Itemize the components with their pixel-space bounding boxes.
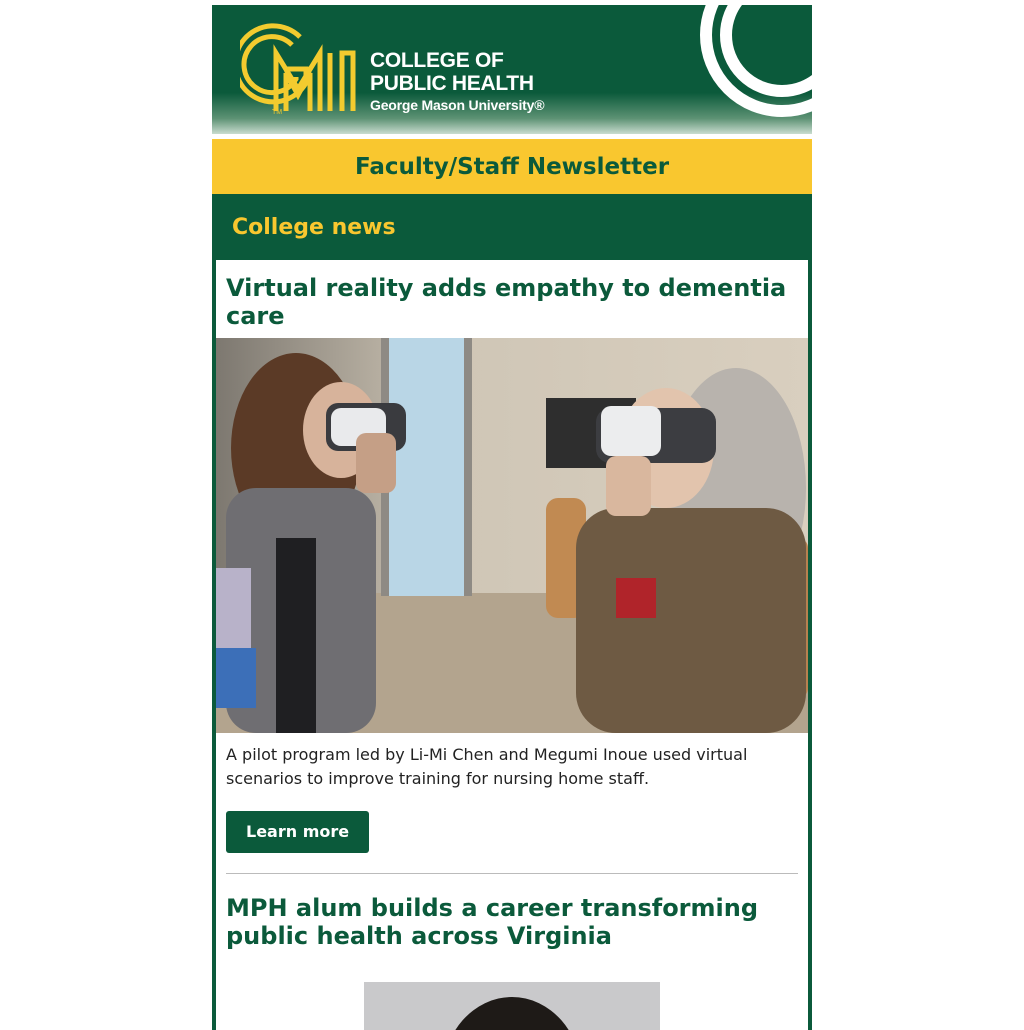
content-panel bbox=[212, 260, 812, 1030]
gm-logo-icon bbox=[240, 23, 358, 115]
alum-portrait-photo[interactable] bbox=[364, 982, 660, 1030]
section-title: College news bbox=[232, 214, 396, 240]
newsletter-title: Faculty/Staff Newsletter bbox=[354, 153, 670, 180]
college-line2: PUBLIC HEALTH bbox=[370, 72, 534, 95]
story-photo[interactable] bbox=[216, 338, 808, 733]
college-name bbox=[370, 49, 544, 115]
story-summary: A pilot program led by Li-Mi Chen and Megumi Inoue used virtual scenarios to improve training for nursing home staff. bbox=[226, 745, 748, 788]
section-header bbox=[212, 194, 812, 260]
university-name: George Mason University® bbox=[370, 97, 545, 113]
decorative-circles-icon bbox=[672, 5, 812, 125]
learn-more-button[interactable]: Learn more bbox=[226, 811, 369, 853]
college-line1: COLLEGE OF bbox=[370, 49, 504, 72]
story-title[interactable]: MPH alum builds a career transforming public health across Virginia bbox=[226, 894, 759, 950]
story-title[interactable]: Virtual reality adds empathy to dementia care bbox=[226, 274, 787, 330]
newsletter-title-bar bbox=[212, 139, 812, 194]
trademark-label: TM bbox=[272, 109, 283, 115]
header-banner bbox=[212, 5, 812, 134]
newsletter bbox=[212, 5, 812, 1030]
